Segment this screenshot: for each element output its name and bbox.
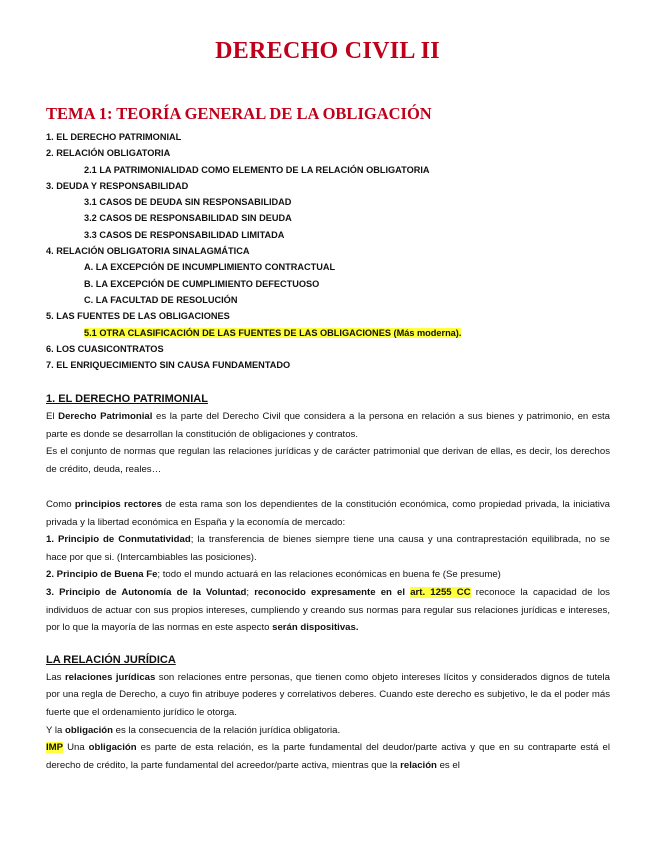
toc-item-label: 3.3 CASOS DE RESPONSABILIDAD LIMITADA xyxy=(84,229,285,240)
principle-item: 3. Principio de Autonomía de la Voluntad; reconocido expresamente en el art. 1255 CC reconoce la capacidad de los individuos de actuar con sus propios intereses, cumpliendo y creando sus normas para regular sus relaciones jurídicas e intereses, por lo que la mayoría de las normas en este aspecto serán dispositivas. xyxy=(46,586,610,634)
document-title: DERECHO CIVIL II xyxy=(215,38,440,64)
toc-item-label: 4. RELACIÓN OBLIGATORIA SINALAGMÁTICA xyxy=(46,246,250,257)
toc-item-label: 2. RELACIÓN OBLIGATORIA xyxy=(46,148,171,159)
toc-item xyxy=(46,178,616,194)
toc-item xyxy=(46,194,616,210)
toc-item xyxy=(46,276,616,292)
principle-item: 1. Principio de Conmutatividad; la transferencia de bienes siempre tiene una causa y una contraprestación equilibrada, no se hace por que si. (Intercambiables las posiciones). xyxy=(46,534,610,563)
toc-item xyxy=(46,308,616,324)
toc-item xyxy=(46,129,616,145)
paragraph: IMP Una obligación es parte de esta relación, es la parte fundamental del deudor/parte activa y que en su contraparte está el derecho de crédito, la parte fundamental del acreedor/parte activa, mientras que la relación es el xyxy=(46,742,610,771)
paragraph: El Derecho Patrimonial es la parte del Derecho Civil que considera a la persona en relación a sus bienes y patrimonio, en esta parte es donde se desarrollan la constitución de obligaciones y contratos. xyxy=(46,411,610,440)
toc-item-label: 3.2 CASOS DE RESPONSABILIDAD SIN DEUDA xyxy=(84,213,292,224)
toc-item-label: 5. LAS FUENTES DE LAS OBLIGACIONES xyxy=(46,311,230,322)
toc-item-label: 6. LOS CUASICONTRATOS xyxy=(46,343,164,354)
imp-highlight: IMP xyxy=(46,742,64,754)
paragraph: Como principios rectores de esta rama son los dependientes de la constitución económica, como propiedad privada, la iniciativa privada y la libertad económica en España y la economía de mercado: xyxy=(46,498,610,528)
toc-item xyxy=(46,292,616,308)
chapter-title: TEMA 1: TEORÍA GENERAL DE LA OBLIGACIÓN xyxy=(46,104,432,123)
toc-item xyxy=(46,341,616,357)
toc-item xyxy=(46,325,616,341)
toc-item xyxy=(46,243,616,259)
document-body xyxy=(46,390,610,774)
toc-item-label: 3. DEUDA Y RESPONSABILIDAD xyxy=(46,180,189,191)
toc-item-label: 3.1 CASOS DE DEUDA SIN RESPONSABILIDAD xyxy=(84,197,292,208)
toc-item xyxy=(46,145,616,161)
toc-item-label: 1. EL DERECHO PATRIMONIAL xyxy=(46,132,182,142)
paragraph: Es el conjunto de normas que regulan las relaciones jurídicas y de carácter patrimonial que derivan de ellas, es decir, los derechos de crédito, deuda, reales… xyxy=(46,446,610,475)
toc-item-label: A. LA EXCEPCIÓN DE INCUMPLIMIENTO CONTRACTUAL xyxy=(84,262,336,273)
toc-item-label: C. LA FACULTAD DE RESOLUCIÓN xyxy=(84,294,238,305)
toc-item xyxy=(46,357,616,373)
paragraph: Las relaciones jurídicas son relaciones entre personas, que tienen como objeto intereses lícitos y considerados dignos de tutela por una regla de Derecho, a cuyo fin atribuye poderes y correlativos deberes. Cuando este derecho es subjetivo, le da el poder más fuerte que el ordenamiento jurídico le otorga. xyxy=(46,671,610,718)
toc-item-label: B. LA EXCEPCIÓN DE CUMPLIMIENTO DEFECTUOSO xyxy=(84,278,320,289)
toc-item-label: 7. EL ENRIQUECIMIENTO SIN CAUSA FUNDAMENTADO xyxy=(46,360,291,371)
highlighted-article: art. 1255 CC xyxy=(410,586,471,598)
toc-item xyxy=(46,162,616,178)
table-of-contents xyxy=(46,129,616,373)
toc-item xyxy=(46,210,616,226)
section-heading-derecho-patrimonial: 1. EL DERECHO PATRIMONIAL xyxy=(46,393,208,405)
toc-item-label: 2.1 LA PATRIMONIALIDAD COMO ELEMENTO DE LA RELACIÓN OBLIGATORIA xyxy=(84,164,430,175)
toc-item xyxy=(46,259,616,275)
section-heading-relacion-juridica: LA RELACIÓN JURÍDICA xyxy=(46,653,176,666)
principle-item: 2. Principio de Buena Fe; todo el mundo actuará en las relaciones económicas en buena fe (Se presume) xyxy=(46,569,501,581)
paragraph: Y la obligación es la consecuencia de la relación jurídica obligatoria. xyxy=(46,724,341,736)
toc-item-label: 5.1 OTRA CLASIFICACIÓN DE LAS FUENTES DE LAS OBLIGACIONES (Más moderna). xyxy=(84,327,462,338)
toc-item xyxy=(46,227,616,243)
